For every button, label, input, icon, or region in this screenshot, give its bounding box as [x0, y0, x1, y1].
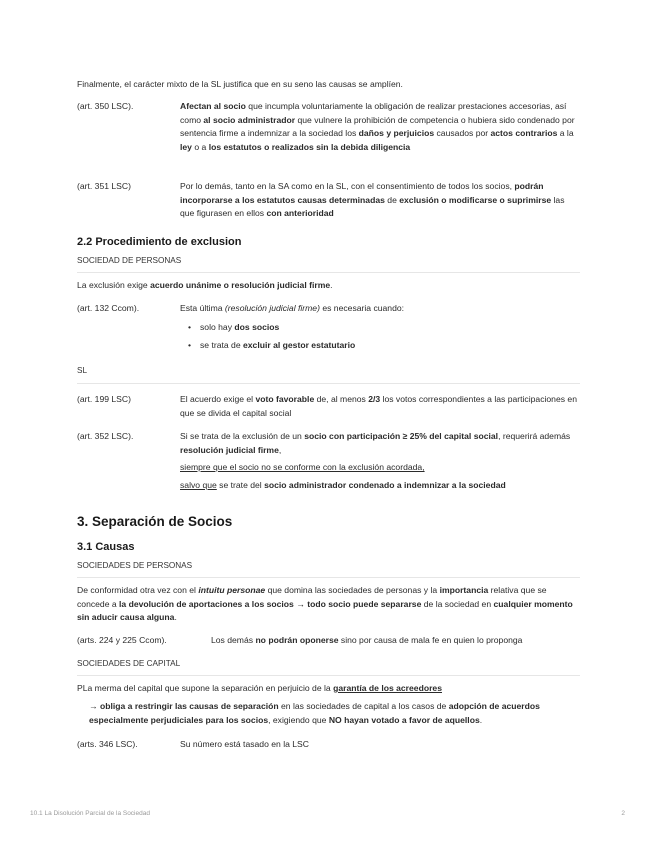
subsection-label: SOCIEDADES DE PERSONAS — [77, 561, 193, 570]
text-run: obliga a restringir las causas de separación — [99, 701, 279, 711]
text-run: los estatutos o realizados sin la debida diligencia — [208, 141, 411, 152]
article-ref: (art. 352 LSC). — [77, 431, 134, 441]
article-ref: (arts. 224 y 225 Ccom). — [77, 635, 167, 645]
text-run: → — [89, 701, 100, 711]
text-run: en las sociedades de capital a los casos de — [278, 701, 449, 711]
bullet-list — [180, 321, 580, 353]
paragraph: PLa merma del capital que supone la separación en perjuicio de la garantía de los acreedores — [77, 683, 442, 693]
text-run: las que figurasen en ellos — [180, 194, 565, 218]
text-run: De conformidad otra vez con el — [77, 585, 199, 595]
article-line — [180, 430, 580, 457]
text-run: podrán incorporarse a los estatutos causas determinadas — [180, 181, 544, 205]
article-row-199 — [77, 393, 580, 420]
article-ref: (art. 351 LSC) — [77, 181, 131, 191]
subsection-label: SOCIEDAD DE PERSONAS — [77, 256, 182, 265]
text-run: con anterioridad — [266, 208, 334, 218]
article-row-350 — [77, 100, 580, 154]
text-run: , requerirá además — [498, 431, 571, 441]
list-item: • solo hay dos socios — [188, 321, 580, 335]
text-run: adopción de acuerdos especialmente perjudiciales para los socios — [89, 701, 540, 725]
article-row-224 — [77, 634, 580, 648]
text-run: resolución judicial firme — [180, 444, 279, 455]
article-text: Los demás no podrán oponerse sino por causa de mala fe en quien lo proponga — [211, 635, 523, 645]
divider — [77, 675, 580, 676]
text-run: que vulnere la prohibición de competencia o hubiera sido condenado por sentencia firme a indemnizar a la sociedad los — [180, 114, 575, 138]
section-heading: 2.2 Procedimiento de exclusion — [77, 236, 242, 248]
section-heading: 3.1 Causas — [77, 541, 135, 553]
text-run: cualquier momento sin aducir causa alguna — [77, 598, 573, 622]
text-run: ley — [180, 141, 192, 152]
divider — [77, 577, 580, 578]
text-run: , exigiendo que — [268, 714, 329, 725]
article-line: salvo que se trate del socio administrador condenado a indemnizar a la sociedad — [180, 479, 506, 490]
article-ref: (art. 132 Ccom). — [77, 303, 140, 313]
list-item: • se trata de excluir al gestor estatutario — [188, 339, 580, 353]
subsection-label: SL — [77, 366, 88, 375]
text-run: la devolución de aportaciones a los socios → todo socio puede separarse — [119, 598, 422, 609]
article-row-352 — [77, 430, 580, 492]
text-run: de, al menos — [314, 394, 369, 404]
text-run: exclusión o modificarse o suprimirse — [399, 194, 552, 205]
arrow-paragraph — [77, 700, 580, 727]
text-run: o a — [191, 141, 209, 152]
article-ref: (art. 350 LSC). — [77, 101, 134, 111]
text-run: El acuerdo exige el — [180, 394, 256, 404]
text-run: causados por — [434, 128, 491, 138]
text-run: , — [278, 444, 282, 455]
text-run: de la sociedad en — [421, 598, 494, 609]
footer-title: 10.1 La Disolución Parcial de la Sociedad — [30, 810, 150, 817]
article-text — [180, 100, 580, 154]
text-run: . — [174, 612, 177, 622]
text-run: que incumpla voluntariamente la obligación de realizar prestaciones accesorias, así como — [180, 101, 567, 125]
article-row-351 — [77, 180, 580, 221]
text-run: . — [479, 714, 483, 725]
paragraph — [77, 584, 580, 625]
paragraph: La exclusión exige acuerdo unánime o resolución judicial firme. — [77, 280, 333, 290]
chapter-heading: 3. Separación de Socios — [77, 514, 233, 529]
text-run: de — [384, 194, 400, 205]
article-ref: (art. 199 LSC) — [77, 394, 131, 404]
text-run: importancia — [439, 585, 489, 595]
text-run: a la — [557, 128, 574, 138]
text-run: actos contrarios — [490, 128, 558, 138]
article-text: Esta última (resolución judicial firme) es necesaria cuando: • solo hay dos socios • se trata de excluir al gestor estatutario — [180, 302, 580, 358]
text-run: 2/3 — [368, 394, 381, 404]
article-text — [180, 393, 580, 420]
text-run: daños y perjuicios — [358, 128, 435, 138]
page-number: 2 — [621, 810, 625, 817]
article-row-346 — [77, 738, 580, 752]
article-text: Su número está tasado en la LSC — [180, 739, 309, 749]
text-run: los votos correspondientes a las participaciones en que se divida el capital social — [180, 394, 577, 418]
article-line: siempre que el socio no se conforme con la exclusión acordada, — [180, 462, 425, 472]
text-run: que domina las sociedades de personas y la — [265, 585, 440, 595]
subsection-label: SOCIEDADES DE CAPITAL — [77, 659, 181, 668]
article-ref: (arts. 346 LSC). — [77, 739, 138, 749]
text-run: al socio administrador — [203, 114, 296, 125]
text-run: relativa que se concede a — [77, 585, 547, 609]
article-text — [180, 430, 580, 492]
divider — [77, 272, 580, 273]
intro-text: Finalmente, el carácter mixto de la SL justifica que en su seno las causas se amplíen. — [77, 79, 403, 89]
text-run: intuitu personae — [198, 585, 266, 595]
text-run: voto favorable — [255, 394, 315, 404]
text-run: Si se trata de la exclusión de un — [180, 431, 305, 441]
article-row-132 — [77, 302, 580, 358]
divider — [77, 383, 580, 384]
text-run: Afectan al socio — [180, 101, 246, 111]
text-run: NO hayan votado a favor de aquellos — [328, 714, 480, 725]
text-run: socio con participación ≥ 25% del capital social — [304, 431, 499, 441]
article-text — [180, 180, 580, 221]
text-run: Por lo demás, tanto en la SA como en la SL, con el consentimiento de todos los socios, — [180, 181, 515, 191]
